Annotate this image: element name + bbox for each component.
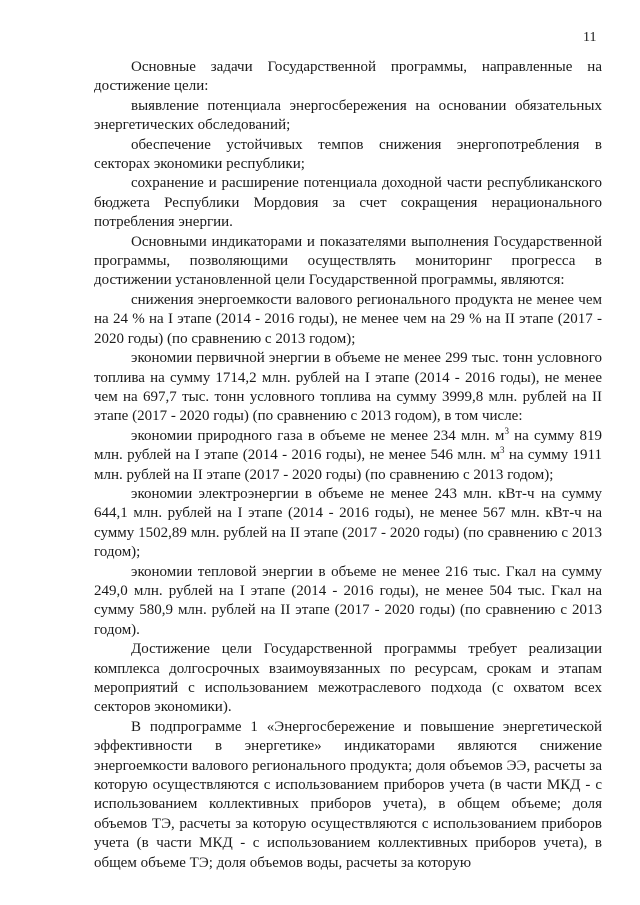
paragraph: обеспечение устойчивых темпов снижения энергопотребления в секторах экономики республики;: [94, 136, 602, 173]
page-number: 11: [583, 30, 597, 45]
paragraph: Основными индикаторами и показателями выполнения Государственной программы, позволяющими осуществлять мониторинг прогресса в достижении установленной цели Государственной программы, являются:: [94, 233, 602, 289]
paragraph: В подпрограмме 1 «Энергосбережение и повышение энергетической эффективности в энергетике» индикаторами являются снижение энергоемкости валового регионального продукта; доля объемов ЭЭ, расчеты за которую осуществляются с использованием приборов учета (в части МКД - с использованием коллективных приборов учета), в общем объеме; доля объемов ТЭ, расчеты за которую осуществляются с использованием приборов учета (в части МКД - с использованием коллективных приборов учета), в общем объеме ТЭ; доля объемов воды, расчеты за которую: [94, 718, 602, 871]
paragraph: снижения энергоемкости валового регионального продукта не менее чем на 24 % на I этапе (2014 - 2016 годы), не менее чем на 29 % на II этапе (2017 - 2020 годы) (по сравнению с 2013 годом);: [94, 291, 602, 347]
paragraph: экономии электроэнергии в объеме не менее 243 млн. кВт-ч на сумму 644,1 млн. рублей на I этапе (2014 - 2016 годы), не менее 567 млн. кВт-ч на сумму 1502,89 млн. рублей на II этапе (2017 - 2020 годы) (по сравнению с 2013 годом);: [94, 485, 602, 561]
document-body: [94, 58, 602, 873]
paragraph: выявление потенциала энергосбережения на основании обязательных энергетических обследований;: [94, 97, 602, 134]
paragraph-gas-savings: [94, 427, 602, 485]
paragraph-text: экономии природного газа в объеме не менее 234 млн. м: [131, 427, 505, 444]
paragraph: сохранение и расширение потенциала доходной части республиканского бюджета Республики Мордовия за счет сокращения нерационального потребления энергии.: [94, 175, 602, 231]
superscript-cubic: 3: [504, 425, 509, 436]
paragraph: экономии первичной энергии в объеме не менее 299 тыс. тонн условного топлива на сумму 1714,2 млн. рублей на I этапе (2014 - 2016 годы), не менее чем на 697,7 тыс. тонн условного топлива на сумму 3999,8 млн. рублей на II этапе (2017 - 2020 годы) (по сравнению с 2013 годом), в том числе:: [94, 350, 602, 425]
paragraph: Достижение цели Государственной программы требует реализации комплекса долгосрочных взаимоувязанных по ресурсам, срокам и этапам мероприятий с использованием межотраслевого подхода (с охватом всех секторов экономики).: [94, 641, 602, 716]
paragraph: экономии тепловой энергии в объеме не менее 216 тыс. Гкал на сумму 249,0 млн. рублей на I этапе (2014 - 2016 годы), не менее 504 тыс. Гкал на сумму 580,9 млн. рублей на II этапе (2017 - 2020 годы) (по сравнению с 2013 годом).: [94, 563, 602, 638]
paragraph-text: на сумму 1911 млн. рублей на II этапе (2017 - 2020 годы) (по сравнению с 2013 годом);: [94, 447, 603, 483]
superscript-cubic: 3: [499, 445, 505, 456]
paragraph-text: на сумму 819 млн. рублей на I этапе (2014 - 2016 годы), не менее 546 млн. м: [94, 427, 602, 464]
paragraph: Основные задачи Государственной программы, направленные на достижение цели:: [94, 59, 602, 95]
